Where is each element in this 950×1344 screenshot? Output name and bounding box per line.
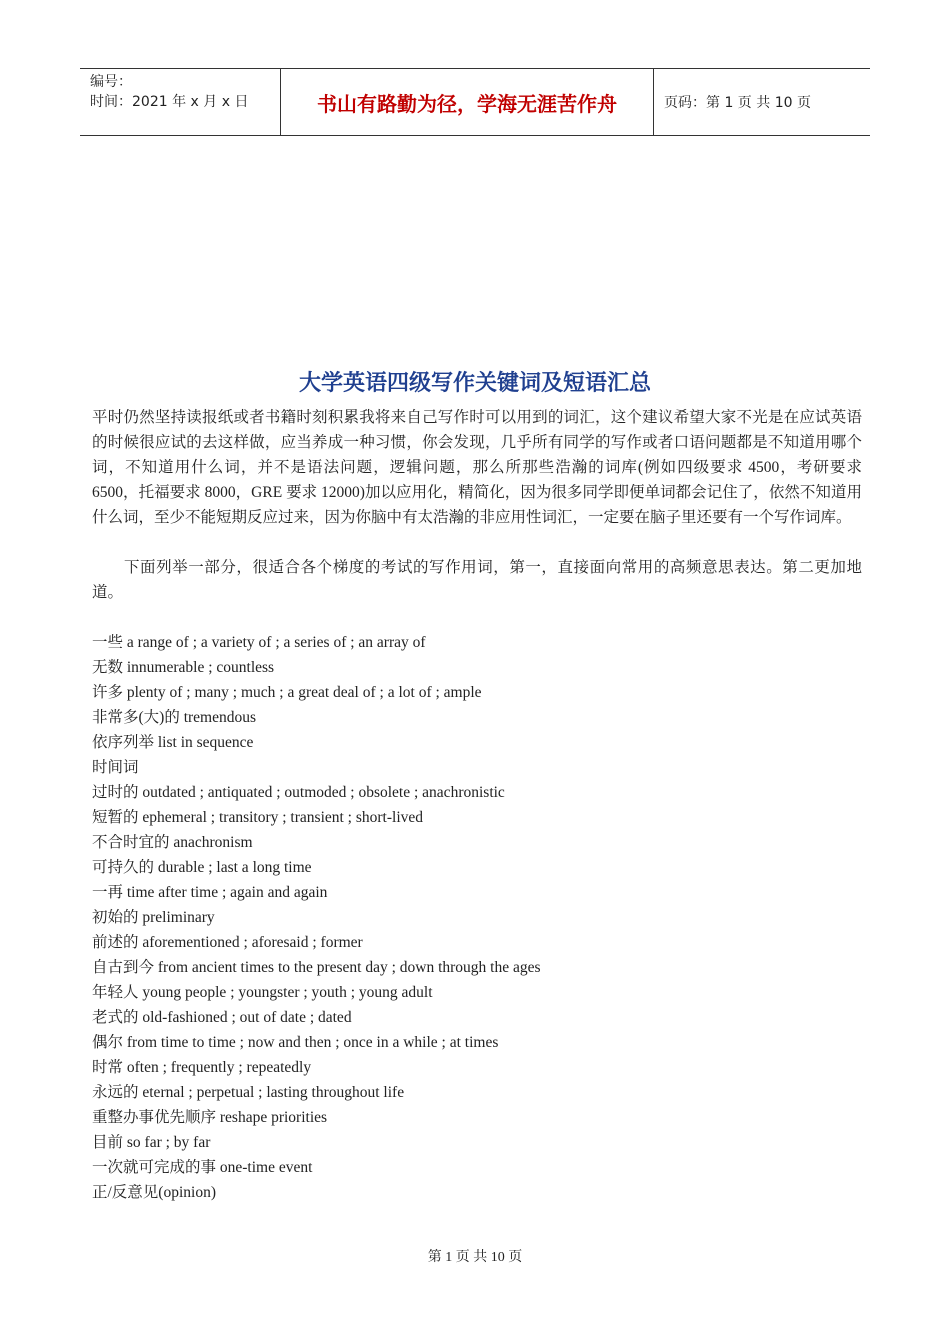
list-item: 一再 time after time ; again and again <box>92 884 328 901</box>
list-item: 前述的 aforementioned ; aforesaid ; former <box>92 934 363 951</box>
list-item: 年轻人 young people ; youngster ; youth ; young adult <box>92 984 433 1001</box>
list-item: 自古到今 from ancient times to the present day ; down through the ages <box>92 959 541 976</box>
list-item: 时常 often ; frequently ; repeatedly <box>92 1059 312 1076</box>
list-item: 时间词 <box>92 759 139 776</box>
vocab-list <box>92 630 862 1205</box>
page-header <box>80 68 870 136</box>
intro-paragraph: 平时仍然坚持读报纸或者书籍时刻积累我将来自己写作时可以用到的词汇，这个建议希望大家不光是在应试英语的时候很应试的去这样做，应当养成一种习惯，你会发现，几乎所有同学的写作或者口语问题都是不知道用哪个词，不知道用什么词，并不是语法问题，逻辑问题，那么所那些浩瀚的词库(例如四级要求 4500，考研要求 6500，托福要求 8000，GRE 要求 12000)加以应用化，精简化，因为很多同学即便单词都会记住了，依然不知道用什么词，至少不能短期反应过来，因为你脑中有太浩瀚的非应用性词汇，一定要在脑子里还要有一个写作词库。 <box>92 409 862 526</box>
header-page: 页码：第 1 页 共 10 页 <box>664 95 811 111</box>
list-item: 许多 plenty of ; many ; much ; a great deal of ; a lot of ; ample <box>92 684 482 701</box>
list-item: 无数 innumerable ; countless <box>92 659 275 676</box>
second-paragraph: 下面列举一部分，很适合各个梯度的考试的写作用词，第一，直接面向常用的高频意思表达。第二更加地道。 <box>92 559 862 601</box>
header-meta <box>80 69 281 135</box>
list-item: 重整办事优先顺序 reshape priorities <box>92 1109 328 1126</box>
list-item: 偶尔 from time to time ; now and then ; once in a while ; at times <box>92 1034 499 1051</box>
document-body <box>92 405 862 1205</box>
list-item: 短暂的 ephemeral ; transitory ; transient ; short-lived <box>92 809 424 826</box>
list-item: 一次就可完成的事 one-time event <box>92 1159 313 1176</box>
list-item: 正/反意见(opinion) <box>92 1184 216 1201</box>
header-motto: 书山有路勤为径，学海无涯苦作舟 <box>281 69 654 135</box>
list-item: 目前 so far ; by far <box>92 1134 211 1151</box>
list-item: 老式的 old-fashioned ; out of date ; dated <box>92 1009 352 1026</box>
list-item: 永远的 eternal ; perpetual ; lasting throughout life <box>92 1084 405 1101</box>
list-item: 过时的 outdated ; antiquated ; outmoded ; obsolete ; anachronistic <box>92 784 505 801</box>
list-item: 初始的 preliminary <box>92 909 215 926</box>
header-number: 编号： <box>90 74 132 90</box>
list-item: 一些 a range of ; a variety of ; a series of ; an array of <box>92 634 426 651</box>
list-item: 依序列举 list in sequence <box>92 734 254 751</box>
header-time: 时间：2021 年 x 月 x 日 <box>90 94 249 110</box>
document-title: 大学英语四级写作关键词及短语汇总 <box>298 371 651 396</box>
page-footer: 第 1 页 共 10 页 <box>427 1250 523 1265</box>
list-item: 非常多(大)的 tremendous <box>92 709 257 726</box>
list-item: 不合时宜的 anachronism <box>92 834 253 851</box>
list-item: 可持久的 durable ; last a long time <box>92 859 312 876</box>
